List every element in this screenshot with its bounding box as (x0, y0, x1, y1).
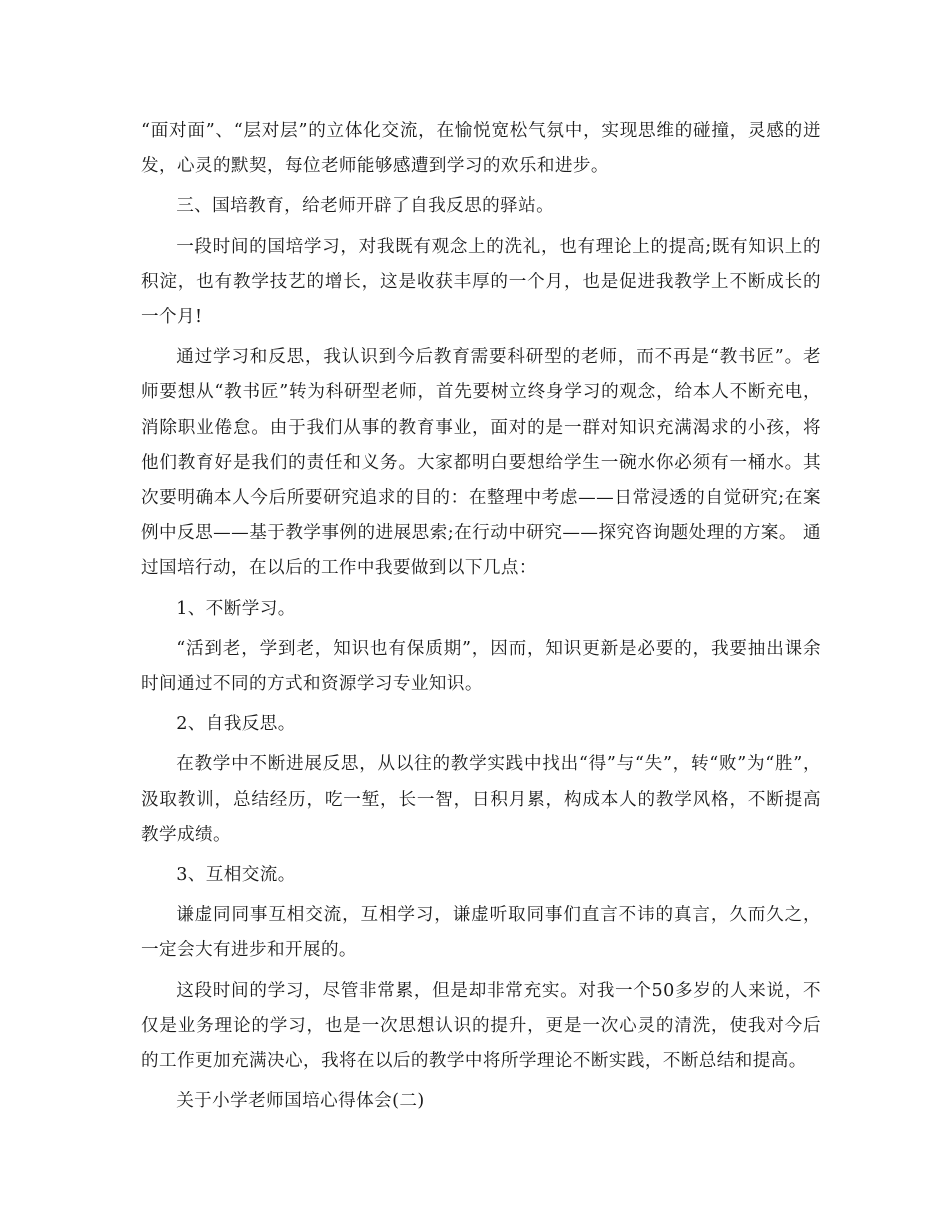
paragraph-7: 这段时间的学习，尽管非常累，但是却非常充实。对我一个50多岁的人来说，不仅是业务理论的学习，也是一次思想认识的提升，更是一次心灵的清洗，使我对今后的工作更加充满决心，我将在以后的教学中将所学理论不断实践，不断总结和提高。 (141, 980, 821, 1072)
document-body (141, 114, 821, 1124)
list-heading-2: 2、自我反思。 (176, 714, 296, 735)
section-heading-3: 三、国培教育，给老师开辟了自我反思的驿站。 (176, 196, 555, 217)
paragraph-4: “活到老，学到老，知识也有保质期”，因而，知识更新是必要的，我要抽出课余时间通过不同的方式和资源学习专业知识。 (141, 638, 821, 695)
list-heading-3: 3、互相交流。 (176, 865, 296, 886)
paragraph-5: 在教学中不断进展反思，从以往的教学实践中找出“得”与“失”，转“败”为“胜”，汲取教训，总结经历，吃一堑，长一智，日积月累，构成本人的教学风格，不断提高教学成绩。 (141, 754, 821, 845)
paragraph-1: “面对面”、“层对层”的立体化交流，在愉悦宽松气氛中，实现思维的碰撞，灵感的迸发，心灵的默契，每位老师能够感遭到学习的欢乐和进步。 (141, 121, 821, 177)
next-article-title: 关于小学老师国培心得体会(二) (176, 1091, 425, 1112)
paragraph-2: 一段时间的国培学习，对我既有观念上的洗礼，也有理论上的提高;既有知识上的积淀，也有教学技艺的增长，这是收获丰厚的一个月，也是促进我教学上不断成长的一个月! (141, 236, 821, 328)
paragraph-6: 谦虚同同事互相交流，互相学习，谦虚听取同事们直言不讳的真言，久而久之，一定会大有进步和开展的。 (141, 905, 821, 961)
paragraph-3: 通过学习和反思，我认识到今后教育需要科研型的老师，而不再是“教书匠”。老师要想从“教书匠”转为科研型老师，首先要树立终身学习的观念，给本人不断充电，消除职业倦怠。由于我们从事的教育事业，面对的是一群对知识充满渴求的小孩，将他们教育好是我们的责任和义务。大家都明白要想给学生一碗水你必须有一桶水。其次要明确本人今后所要研究追求的目的：在整理中考虑——日常浸透的自觉研究;在案例中反思——基于教学事例的进展思索;在行动中研究——探究咨询题处理的方案。 通过国培行动，在以后的工作中我要做到以下几点： (141, 347, 821, 579)
list-heading-1: 1、不断学习。 (176, 598, 296, 619)
